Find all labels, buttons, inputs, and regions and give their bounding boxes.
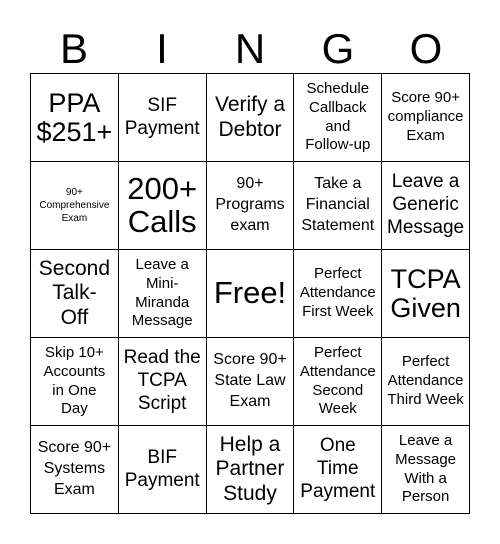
- cell-text: Free!: [213, 275, 287, 311]
- header-letter-n: N: [234, 25, 266, 72]
- cell-text: 90+ Programs exam: [215, 175, 285, 234]
- bingo-cell-g2[interactable]: [294, 162, 382, 250]
- cell-text: Help a Partner Study: [215, 433, 285, 505]
- bingo-header: [30, 24, 470, 74]
- cell-text: Score 90+ Systems Exam: [37, 439, 112, 498]
- bingo-cell-n2[interactable]: [207, 162, 295, 250]
- cell-text: Perfect Attendance Second Week: [299, 344, 376, 418]
- bingo-cell-i2[interactable]: [119, 162, 207, 250]
- bingo-cell-n1[interactable]: [207, 74, 295, 162]
- bingo-cell-b1[interactable]: [31, 74, 119, 162]
- cell-text: Leave a Mini- Miranda Message: [131, 256, 193, 330]
- cell-text: Take a Financial Statement: [301, 175, 375, 234]
- bingo-cell-g5[interactable]: [294, 426, 382, 514]
- bingo-cell-i4[interactable]: [119, 338, 207, 426]
- cell-text: Perfect Attendance Third Week: [387, 353, 464, 408]
- bingo-cell-b5[interactable]: [31, 426, 119, 514]
- bingo-cell-b4[interactable]: [31, 338, 119, 426]
- bingo-cell-b3[interactable]: [31, 250, 119, 338]
- cell-text: One Time Payment: [300, 435, 376, 502]
- bingo-cell-n4[interactable]: [207, 338, 295, 426]
- bingo-cell-o4[interactable]: [382, 338, 470, 426]
- cell-text: TCPA Given: [390, 264, 461, 323]
- cell-text: Score 90+ State Law Exam: [213, 351, 287, 410]
- bingo-cell-o2[interactable]: [382, 162, 470, 250]
- cell-text: SIF Payment: [124, 94, 200, 139]
- bingo-cell-b2[interactable]: [31, 162, 119, 250]
- bingo-cell-n5[interactable]: [207, 426, 295, 514]
- bingo-cell-o3[interactable]: [382, 250, 470, 338]
- cell-text: Leave a Message With a Person: [395, 432, 457, 506]
- cell-text: Skip 10+ Accounts in One Day: [43, 344, 106, 418]
- header-letter-i: I: [156, 25, 168, 72]
- cell-text: 200+ Calls: [127, 170, 198, 239]
- header-letter-o: O: [409, 25, 443, 72]
- cell-text: BIF Payment: [124, 446, 200, 491]
- cell-text: Leave a Generic Message: [387, 171, 465, 238]
- bingo-cell-i5[interactable]: [119, 426, 207, 514]
- bingo-cell-o1[interactable]: [382, 74, 470, 162]
- bingo-cell-g1[interactable]: [294, 74, 382, 162]
- bingo-cell-i1[interactable]: [119, 74, 207, 162]
- cell-text: PPA $251+: [36, 88, 113, 147]
- bingo-cell-g4[interactable]: [294, 338, 382, 426]
- bingo-board: [30, 73, 470, 514]
- bingo-cell-i3[interactable]: [119, 250, 207, 338]
- bingo-cell-free[interactable]: [207, 250, 295, 338]
- bingo-cell-g3[interactable]: [294, 250, 382, 338]
- cell-text: Schedule Callback and Follow-up: [305, 80, 371, 154]
- cell-text: Read the TCPA Script: [123, 347, 201, 414]
- header-letter-b: B: [59, 25, 88, 72]
- header-letter-g: G: [321, 25, 355, 72]
- cell-text: Verify a Debtor: [214, 93, 286, 141]
- cell-text: Score 90+ compliance Exam: [387, 89, 464, 144]
- cell-text: Perfect Attendance First Week: [299, 265, 376, 320]
- cell-text: 90+ Comprehensive Exam: [39, 187, 110, 224]
- cell-text: Second Talk- Off: [38, 257, 111, 329]
- bingo-cell-o5[interactable]: [382, 426, 470, 514]
